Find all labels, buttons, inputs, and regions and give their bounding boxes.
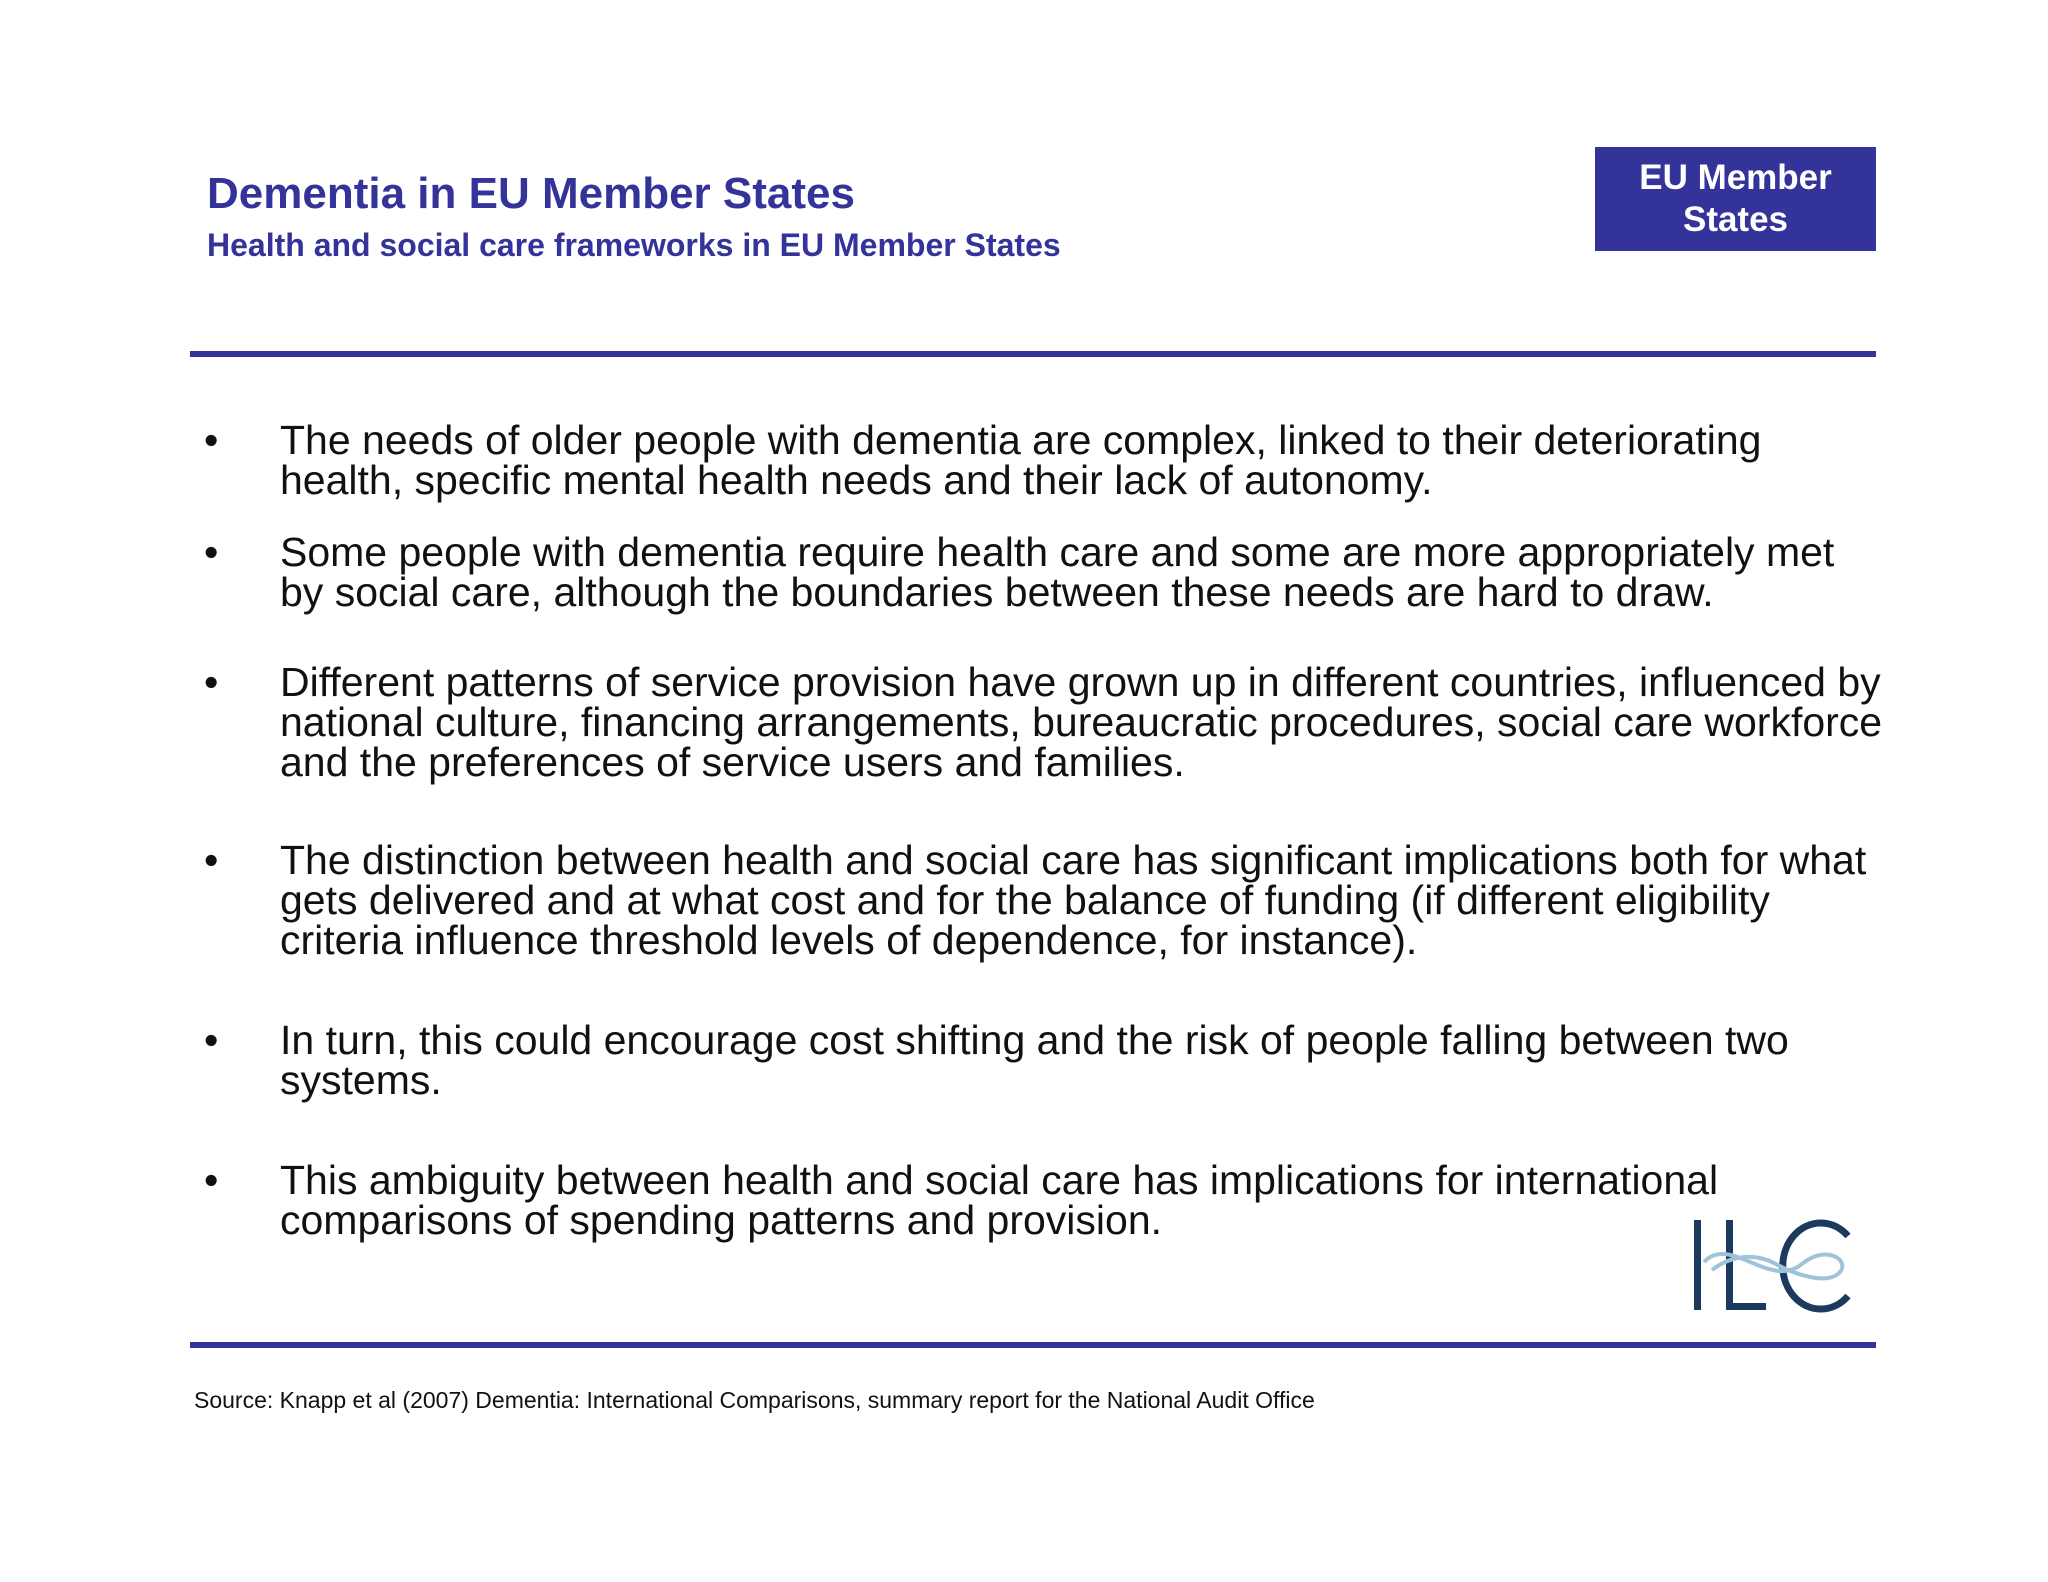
bullet-dot: • (204, 659, 219, 705)
region-badge-line-1: EU Member (1639, 158, 1832, 197)
region-badge (1595, 147, 1876, 251)
ilc-logo-letter-c (1783, 1223, 1848, 1309)
bullet-dot: • (204, 529, 219, 575)
ilc-logo-swoosh (1704, 1254, 1842, 1278)
ilc-logo (1690, 1216, 1860, 1316)
top-divider (190, 351, 1876, 357)
bullet-text: Different patterns of service provision have grown up in different countries, influenced by national culture, financing arrangements, bureaucratic procedures, social care workforce and the preferences of service users and families. (280, 659, 1883, 785)
bullet-item (204, 1017, 1884, 1103)
region-badge-line-2: States (1682, 200, 1789, 239)
bullet-text: The needs of older people with dementia are complex, linked to their deteriorating health, specific mental health needs and their lack of autonomy. (280, 417, 1762, 503)
bullet-item (204, 529, 1884, 615)
bullet-item (204, 659, 1884, 785)
bullet-text: In turn, this could encourage cost shifting and the risk of people falling between two systems. (280, 1017, 1789, 1103)
bottom-divider (190, 1342, 1876, 1348)
ilc-logo-letter-l-foot (1726, 1303, 1766, 1310)
bullet-item (204, 1157, 1884, 1243)
bullet-text: This ambiguity between health and social care has implications for international comparisons of spending patterns and provision. (280, 1157, 1719, 1243)
bullet-text: Some people with dementia require health care and some are more appropriately met by social care, although the boundaries between these needs are hard to draw. (280, 529, 1835, 615)
bullet-text: The distinction between health and social care has significant implications both for what gets delivered and at what cost and for the balance of funding (if different eligibility criteria influence threshold levels of dependence, for instance). (280, 837, 1867, 963)
ilc-logo-letter-l-stem (1726, 1220, 1733, 1310)
slide-subtitle: Health and social care frameworks in EU Member States (207, 227, 1061, 263)
source-citation: Source: Knapp et al (2007) Dementia: International Comparisons, summary report for the National Audit Office (194, 1387, 1315, 1413)
bullet-dot: • (204, 417, 219, 463)
bullet-dot: • (204, 1157, 219, 1203)
bullet-dot: • (204, 1017, 219, 1063)
slide-title: Dementia in EU Member States (207, 169, 855, 218)
ilc-logo-letter-i (1694, 1220, 1701, 1310)
bullet-item (204, 837, 1884, 963)
bullet-item (204, 417, 1884, 503)
bullet-dot: • (204, 837, 219, 883)
